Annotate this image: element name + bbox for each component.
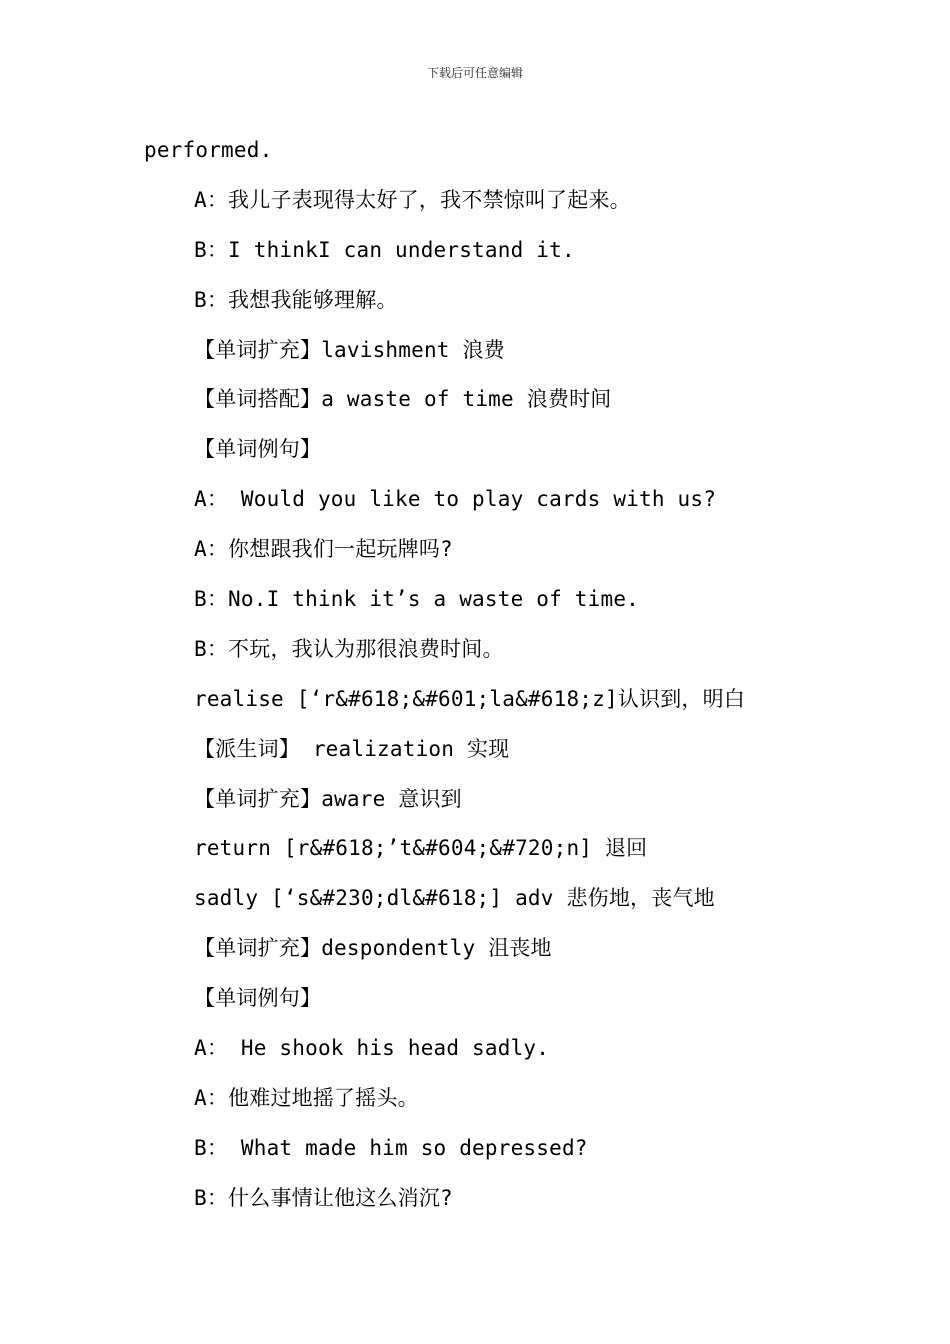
- dialogue-line: B：不玩，我认为那很浪费时间。: [194, 636, 504, 661]
- dialogue-line: B：I thinkI can understand it.: [194, 237, 575, 262]
- example-heading: 【单词例句】: [194, 986, 322, 1011]
- word-expansion-line: 【单词扩充】aware 意识到: [194, 786, 462, 811]
- dialogue-line: B：我想我能够理解。: [194, 287, 398, 312]
- document-body: [0, 130, 950, 1228]
- vocab-entry-line: realise [‘r&#618;&#601;la&#618;z]认识到，明白: [194, 686, 746, 711]
- vocab-entry-line: return [r&#618;’t&#604;&#720;n] 退回: [194, 836, 648, 861]
- word-expansion-line: 【单词扩充】lavishment 浪费: [194, 337, 505, 362]
- word-expansion-line: 【单词扩充】despondently 沮丧地: [194, 936, 552, 961]
- dialogue-line: A：我儿子表现得太好了，我不禁惊叫了起来。: [194, 187, 631, 212]
- header-note: 下载后可任意编辑: [426, 66, 523, 80]
- dialogue-line: B：什么事情让他这么消沉?: [194, 1185, 453, 1210]
- dialogue-line: A：你想跟我们一起玩牌吗?: [194, 537, 453, 562]
- dialogue-line: A： Would you like to play cards with us?: [194, 487, 717, 512]
- dialogue-line: B：No.I think it’s a waste of time.: [194, 587, 640, 612]
- word-collocation-line: 【单词搭配】a waste of time 浪费时间: [194, 387, 612, 412]
- dialogue-line: A：他难过地摇了摇头。: [194, 1085, 419, 1110]
- vocab-entry-line: sadly [‘s&#230;dl&#618;] adv 悲伤地，丧气地: [194, 886, 715, 911]
- example-heading: 【单词例句】: [194, 437, 322, 462]
- derivative-line: 【派生词】 realization 实现: [194, 736, 510, 761]
- text-line: performed.: [144, 138, 273, 162]
- dialogue-line: B： What made him so depressed?: [194, 1135, 588, 1160]
- dialogue-line: A： He shook his head sadly.: [194, 1036, 550, 1061]
